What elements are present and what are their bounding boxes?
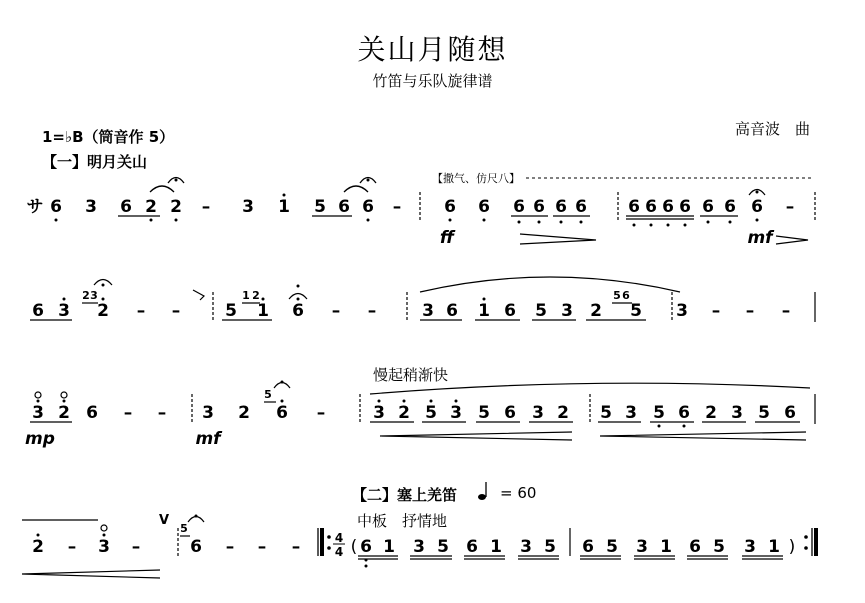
svg-text:3: 3 xyxy=(422,301,434,321)
section-1-heading: 【一】明月关山 xyxy=(42,153,148,171)
svg-text:–: – xyxy=(67,537,77,557)
svg-text:6: 6 xyxy=(360,537,372,557)
svg-text:–: – xyxy=(392,197,402,217)
svg-text:–: – xyxy=(711,301,721,321)
svg-text:–: – xyxy=(136,301,146,321)
svg-text:6: 6 xyxy=(504,403,516,423)
svg-text:1: 1 xyxy=(490,537,502,557)
key-signature: 1=♭B（筒音作 5） xyxy=(42,128,175,146)
svg-text:6: 6 xyxy=(622,289,630,302)
svg-text:6: 6 xyxy=(575,197,587,217)
svg-text:6: 6 xyxy=(362,197,374,217)
notes-line-1 xyxy=(50,194,401,222)
section-2-heading: 【二】塞上羌笛 xyxy=(352,486,458,504)
svg-text:1: 1 xyxy=(478,301,490,321)
svg-text:5: 5 xyxy=(758,403,770,423)
svg-text:2: 2 xyxy=(590,301,602,321)
svg-text:–: – xyxy=(257,537,267,557)
svg-text:–: – xyxy=(316,403,326,423)
svg-text:–: – xyxy=(123,403,133,423)
dynamic-mp: mp xyxy=(25,429,55,449)
svg-text:5: 5 xyxy=(180,522,188,535)
accel-marking: 慢起稍渐快 xyxy=(373,366,449,384)
svg-text:3: 3 xyxy=(636,537,648,557)
svg-text:6: 6 xyxy=(338,197,350,217)
dynamic-mf: mf xyxy=(747,228,773,248)
svg-text:–: – xyxy=(331,301,341,321)
svg-text:5: 5 xyxy=(478,403,490,423)
svg-text:1: 1 xyxy=(383,537,395,557)
svg-text:6: 6 xyxy=(50,197,62,217)
svg-text:–: – xyxy=(781,301,791,321)
svg-text:6: 6 xyxy=(478,197,490,217)
svg-text:1: 1 xyxy=(257,301,269,321)
svg-text:2: 2 xyxy=(705,403,717,423)
svg-text:3: 3 xyxy=(373,403,385,423)
svg-text:2: 2 xyxy=(398,403,410,423)
tempo-mark: = 60 xyxy=(500,484,537,502)
svg-text:3: 3 xyxy=(58,301,70,321)
svg-text:3: 3 xyxy=(85,197,97,217)
tempo-text: 中板 抒情地 xyxy=(357,512,448,530)
svg-text:3: 3 xyxy=(242,197,254,217)
svg-text:5: 5 xyxy=(653,403,665,423)
svg-text:3: 3 xyxy=(676,301,688,321)
svg-text:2: 2 xyxy=(32,537,44,557)
breath-annotation: 【撒气、仿尺八】 xyxy=(432,172,520,185)
svg-text:6: 6 xyxy=(190,537,202,557)
svg-text:1: 1 xyxy=(242,289,250,302)
svg-text:): ) xyxy=(788,537,796,557)
svg-text:3: 3 xyxy=(90,289,98,302)
composer-credit: 高音波 曲 xyxy=(735,120,811,138)
svg-text:6: 6 xyxy=(702,197,714,217)
svg-text:6: 6 xyxy=(784,403,796,423)
svg-text:1: 1 xyxy=(660,537,672,557)
piece-title: 关山月随想 xyxy=(357,33,508,66)
svg-text:2: 2 xyxy=(82,289,90,302)
svg-text:2: 2 xyxy=(252,289,260,302)
quarter-note-icon xyxy=(478,482,486,500)
svg-text:3: 3 xyxy=(98,537,110,557)
svg-text:6: 6 xyxy=(276,403,288,423)
svg-text:3: 3 xyxy=(532,403,544,423)
svg-text:–: – xyxy=(157,403,167,423)
svg-text:6: 6 xyxy=(662,197,674,217)
svg-text:6: 6 xyxy=(120,197,132,217)
svg-text:5: 5 xyxy=(264,388,272,401)
svg-text:5: 5 xyxy=(606,537,618,557)
svg-text:6: 6 xyxy=(446,301,458,321)
svg-text:2: 2 xyxy=(97,301,109,321)
svg-text:5: 5 xyxy=(437,537,449,557)
svg-text:6: 6 xyxy=(689,537,701,557)
piece-subtitle: 竹笛与乐队旋律谱 xyxy=(372,72,493,90)
svg-text:6: 6 xyxy=(645,197,657,217)
svg-text:2: 2 xyxy=(145,197,157,217)
svg-text:1: 1 xyxy=(768,537,780,557)
svg-text:3: 3 xyxy=(520,537,532,557)
svg-text:–: – xyxy=(291,537,301,557)
svg-text:6: 6 xyxy=(533,197,545,217)
svg-text:3: 3 xyxy=(413,537,425,557)
svg-text:2: 2 xyxy=(557,403,569,423)
svg-text:5: 5 xyxy=(613,289,621,302)
svg-text:6: 6 xyxy=(513,197,525,217)
svg-text:–: – xyxy=(367,301,377,321)
breath-mark: V xyxy=(158,513,170,528)
svg-text:3: 3 xyxy=(32,403,44,423)
svg-text:5: 5 xyxy=(225,301,237,321)
svg-text:6: 6 xyxy=(504,301,516,321)
svg-text:6: 6 xyxy=(466,537,478,557)
svg-text:6: 6 xyxy=(751,197,763,217)
svg-text:3: 3 xyxy=(561,301,573,321)
svg-text:6: 6 xyxy=(292,301,304,321)
svg-text:5: 5 xyxy=(544,537,556,557)
svg-text:(: ( xyxy=(350,537,358,557)
svg-text:6: 6 xyxy=(32,301,44,321)
svg-text:–: – xyxy=(785,197,795,217)
svg-text:6: 6 xyxy=(679,197,691,217)
svg-text:–: – xyxy=(201,197,211,217)
time-sig-bottom: 4 xyxy=(334,545,344,559)
svg-text:–: – xyxy=(745,301,755,321)
svg-text:5: 5 xyxy=(600,403,612,423)
svg-text:2: 2 xyxy=(58,403,70,423)
svg-text:6: 6 xyxy=(582,537,594,557)
svg-text:–: – xyxy=(171,301,181,321)
svg-text:–: – xyxy=(225,537,235,557)
svg-text:1: 1 xyxy=(278,197,290,217)
svg-text:5: 5 xyxy=(425,403,437,423)
svg-text:2: 2 xyxy=(238,403,250,423)
free-meter-mark: サ xyxy=(26,197,44,217)
time-sig-top: 4 xyxy=(334,531,344,545)
svg-text:6: 6 xyxy=(628,197,640,217)
svg-text:6: 6 xyxy=(444,197,456,217)
svg-text:6: 6 xyxy=(86,403,98,423)
svg-text:6: 6 xyxy=(724,197,736,217)
svg-text:3: 3 xyxy=(625,403,637,423)
svg-text:5: 5 xyxy=(630,301,642,321)
svg-text:3: 3 xyxy=(450,403,462,423)
svg-text:3: 3 xyxy=(731,403,743,423)
dynamic-mf-2: mf xyxy=(195,429,221,449)
svg-text:5: 5 xyxy=(535,301,547,321)
notes-line-1b xyxy=(444,197,794,227)
svg-text:5: 5 xyxy=(314,197,326,217)
svg-text:5: 5 xyxy=(713,537,725,557)
svg-text:–: – xyxy=(131,537,141,557)
svg-text:3: 3 xyxy=(744,537,756,557)
svg-text:6: 6 xyxy=(678,403,690,423)
dynamic-ff: ff xyxy=(439,228,455,248)
svg-text:3: 3 xyxy=(202,403,214,423)
svg-text:2: 2 xyxy=(170,197,182,217)
svg-text:6: 6 xyxy=(555,197,567,217)
notes-line-2 xyxy=(32,289,790,321)
